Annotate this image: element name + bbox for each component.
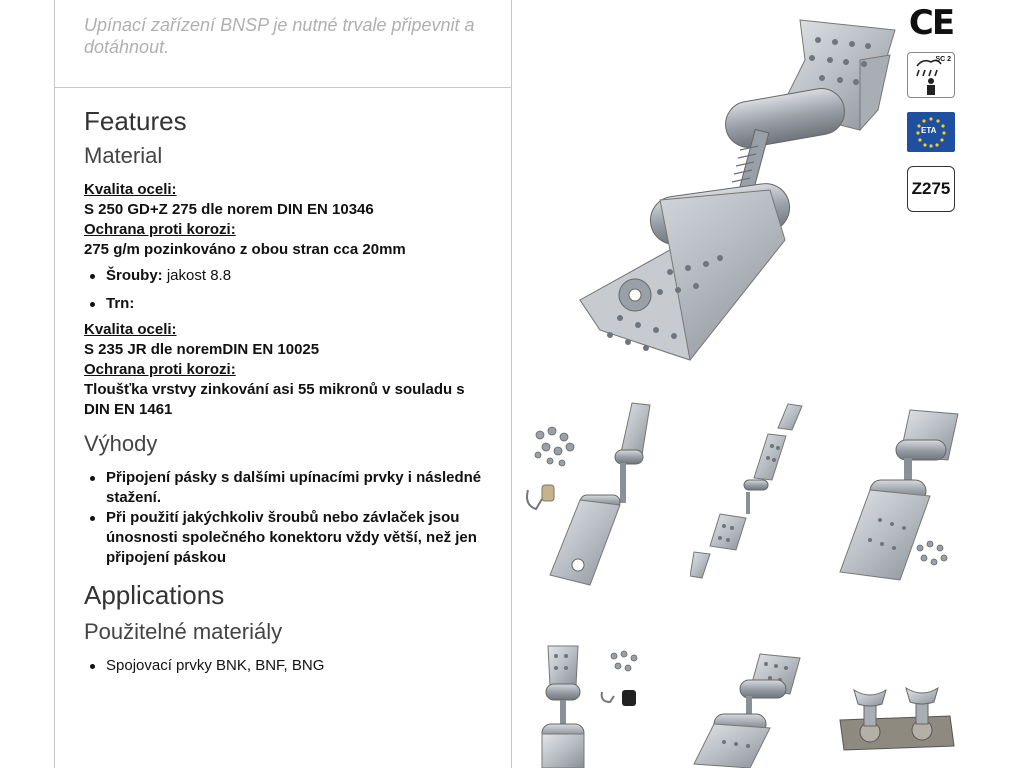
pin-corrosion-label: Ochrana proti korozi: (84, 361, 236, 378)
intro-section (55, 0, 511, 88)
pin-steel-value: S 235 JR dle noremDIN EN 10025 (84, 341, 320, 358)
wing-nut-connector-image (830, 660, 960, 760)
connector-variant-image-3 (820, 400, 970, 590)
pin-corrosion-value: Tloušťka vrstvy zinkování asi 55 mikronů v souladu s DIN EN 1461 (84, 381, 465, 418)
z275-badge (907, 166, 955, 212)
material-list (84, 266, 494, 314)
main-product-image (560, 0, 900, 370)
corrosion-value: 275 g/m pozinkováno z obou stran cca 20mm (84, 241, 406, 258)
connector-variant-image-1 (520, 395, 670, 595)
usable-materials-heading: Použitelné materiály (84, 619, 283, 644)
advantage-text: Při použití jakýchkoliv šroubů nebo závlaček jsou únosnosti společného konektoru vždy větší, než jen připojení páskou (106, 509, 477, 566)
material-item: Spojovací prvky BNK, BNF, BNG (106, 657, 325, 674)
features-content (84, 104, 494, 680)
product-text-panel (54, 0, 512, 768)
eta-label: ETA (921, 126, 937, 135)
list-item (84, 656, 494, 676)
service-class-label: SC 2 (935, 56, 951, 63)
service-class-badge (907, 52, 955, 98)
pin-steel-label: Kvalita oceli: (84, 321, 177, 338)
screws-label: Šrouby: (106, 267, 163, 284)
connector-variant-image-4 (530, 640, 660, 768)
advantages-list (84, 468, 494, 568)
ce-mark-text: CE (908, 3, 954, 43)
features-heading: Features (84, 106, 187, 136)
intro-text: Upínací zařízení BNSP je nutné trvale připevnit a dotáhnout. (84, 15, 475, 57)
connector-variant-image-5 (690, 650, 810, 768)
steel-quality-label: Kvalita oceli: (84, 181, 177, 198)
applications-heading: Applications (84, 580, 225, 610)
usable-materials-list (84, 656, 494, 676)
screws-value: jakost 8.8 (166, 267, 232, 284)
ce-mark-badge (907, 0, 955, 46)
list-item (84, 266, 494, 286)
advantages-heading: Výhody (84, 431, 158, 456)
connector-variant-image-2 (690, 400, 820, 590)
eta-badge (907, 112, 955, 152)
corrosion-label: Ochrana proti korozi: (84, 221, 236, 238)
pin-label: Trn: (106, 295, 135, 312)
list-item (84, 294, 494, 314)
z275-text: Z275 (911, 179, 951, 198)
steel-quality-value: S 250 GD+Z 275 dle norem DIN EN 10346 (84, 201, 374, 218)
material-heading: Material (84, 143, 163, 168)
list-item (84, 468, 494, 508)
list-item (84, 508, 494, 568)
advantage-text: Připojení pásky s dalšími upínacími prvky i následné stažení. (106, 469, 482, 506)
